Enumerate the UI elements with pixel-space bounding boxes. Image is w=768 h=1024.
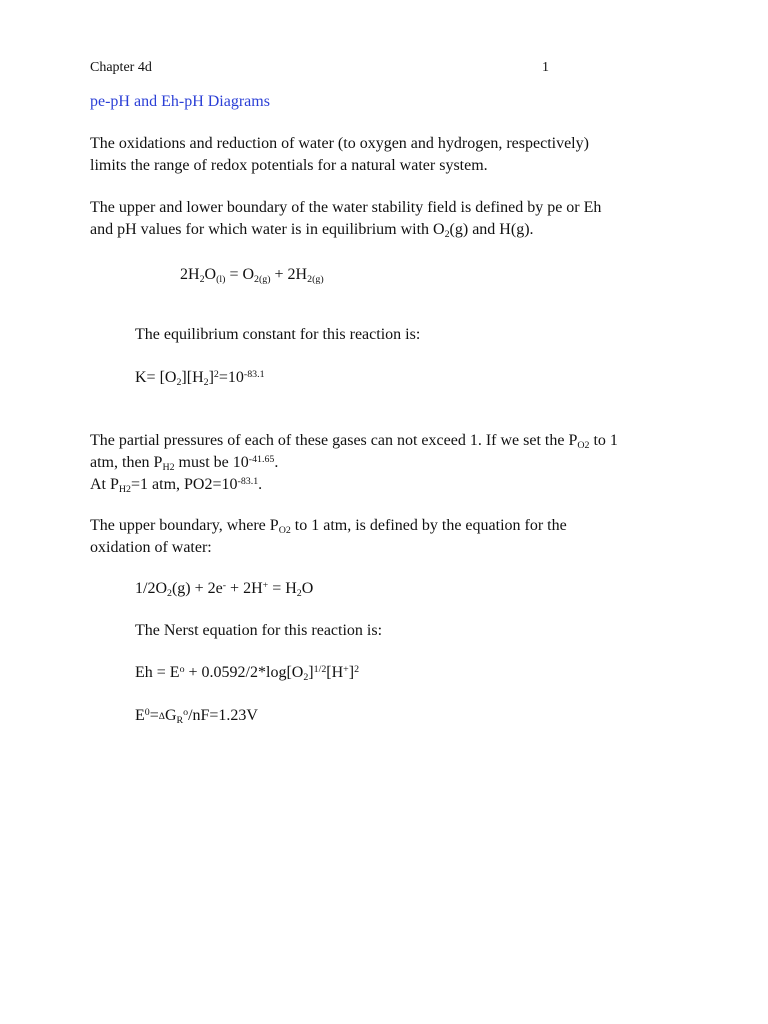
paragraph-1-line-2: limits the range of redox potentials for a natural water system.	[90, 157, 488, 174]
oxidation-equation: $1/2O_2(g) + 2e^- + 2H^+ = H_2O$	[135, 579, 314, 600]
paragraph-2-line-2: and pH values for which water is in equilibrium with $O_2(g)$ and H(g).	[90, 221, 534, 241]
e0-equation: $E^0=\Delta G_R^o/nF=1.23V$	[135, 706, 258, 727]
partial-pressure-line-3: At $P_{H2}=1$ atm, $PO2=10^{-83.1}$.	[90, 475, 263, 496]
section-title: pe-pH and Eh-pH Diagrams	[90, 93, 270, 110]
equilibrium-intro: The equilibrium constant for this reaction is:	[135, 326, 421, 343]
page-number: 1	[542, 60, 549, 75]
upper-boundary-line-1: The upper boundary, where $P_{O2}$ to 1 atm, is defined by the equation for the	[90, 517, 567, 537]
partial-pressure-line-2: atm, then $P_{H2}$ must be $10^{-41.65}$.	[90, 453, 279, 474]
paragraph-2-line-1: The upper and lower boundary of the water stability field is defined by pe or Eh	[90, 199, 602, 216]
delta-symbol: Δ	[158, 711, 165, 723]
water-reaction-equation: $2H_2O_{(l)} = O_{2(g)} + 2H_{2(g)}$	[180, 266, 324, 286]
chapter-header: Chapter 4d	[90, 60, 152, 75]
eh-equation: $Eh = E^o + 0.0592/2*\log[O_2]^{1/2}[H^+]^2$	[135, 663, 360, 684]
equilibrium-constant-equation: $K= [O_2][H_2]^2=10^{-83.1}$	[135, 368, 265, 389]
partial-pressure-line-1: The partial pressures of each of these gases can not exceed 1. If we set the $P_{O2}$ to 1	[90, 432, 618, 452]
nerst-intro: The Nerst equation for this reaction is:	[135, 622, 383, 639]
paragraph-1-line-1: The oxidations and reduction of water (to oxygen and hydrogen, respectively)	[90, 135, 589, 152]
upper-boundary-line-2: oxidation of water:	[90, 539, 212, 556]
